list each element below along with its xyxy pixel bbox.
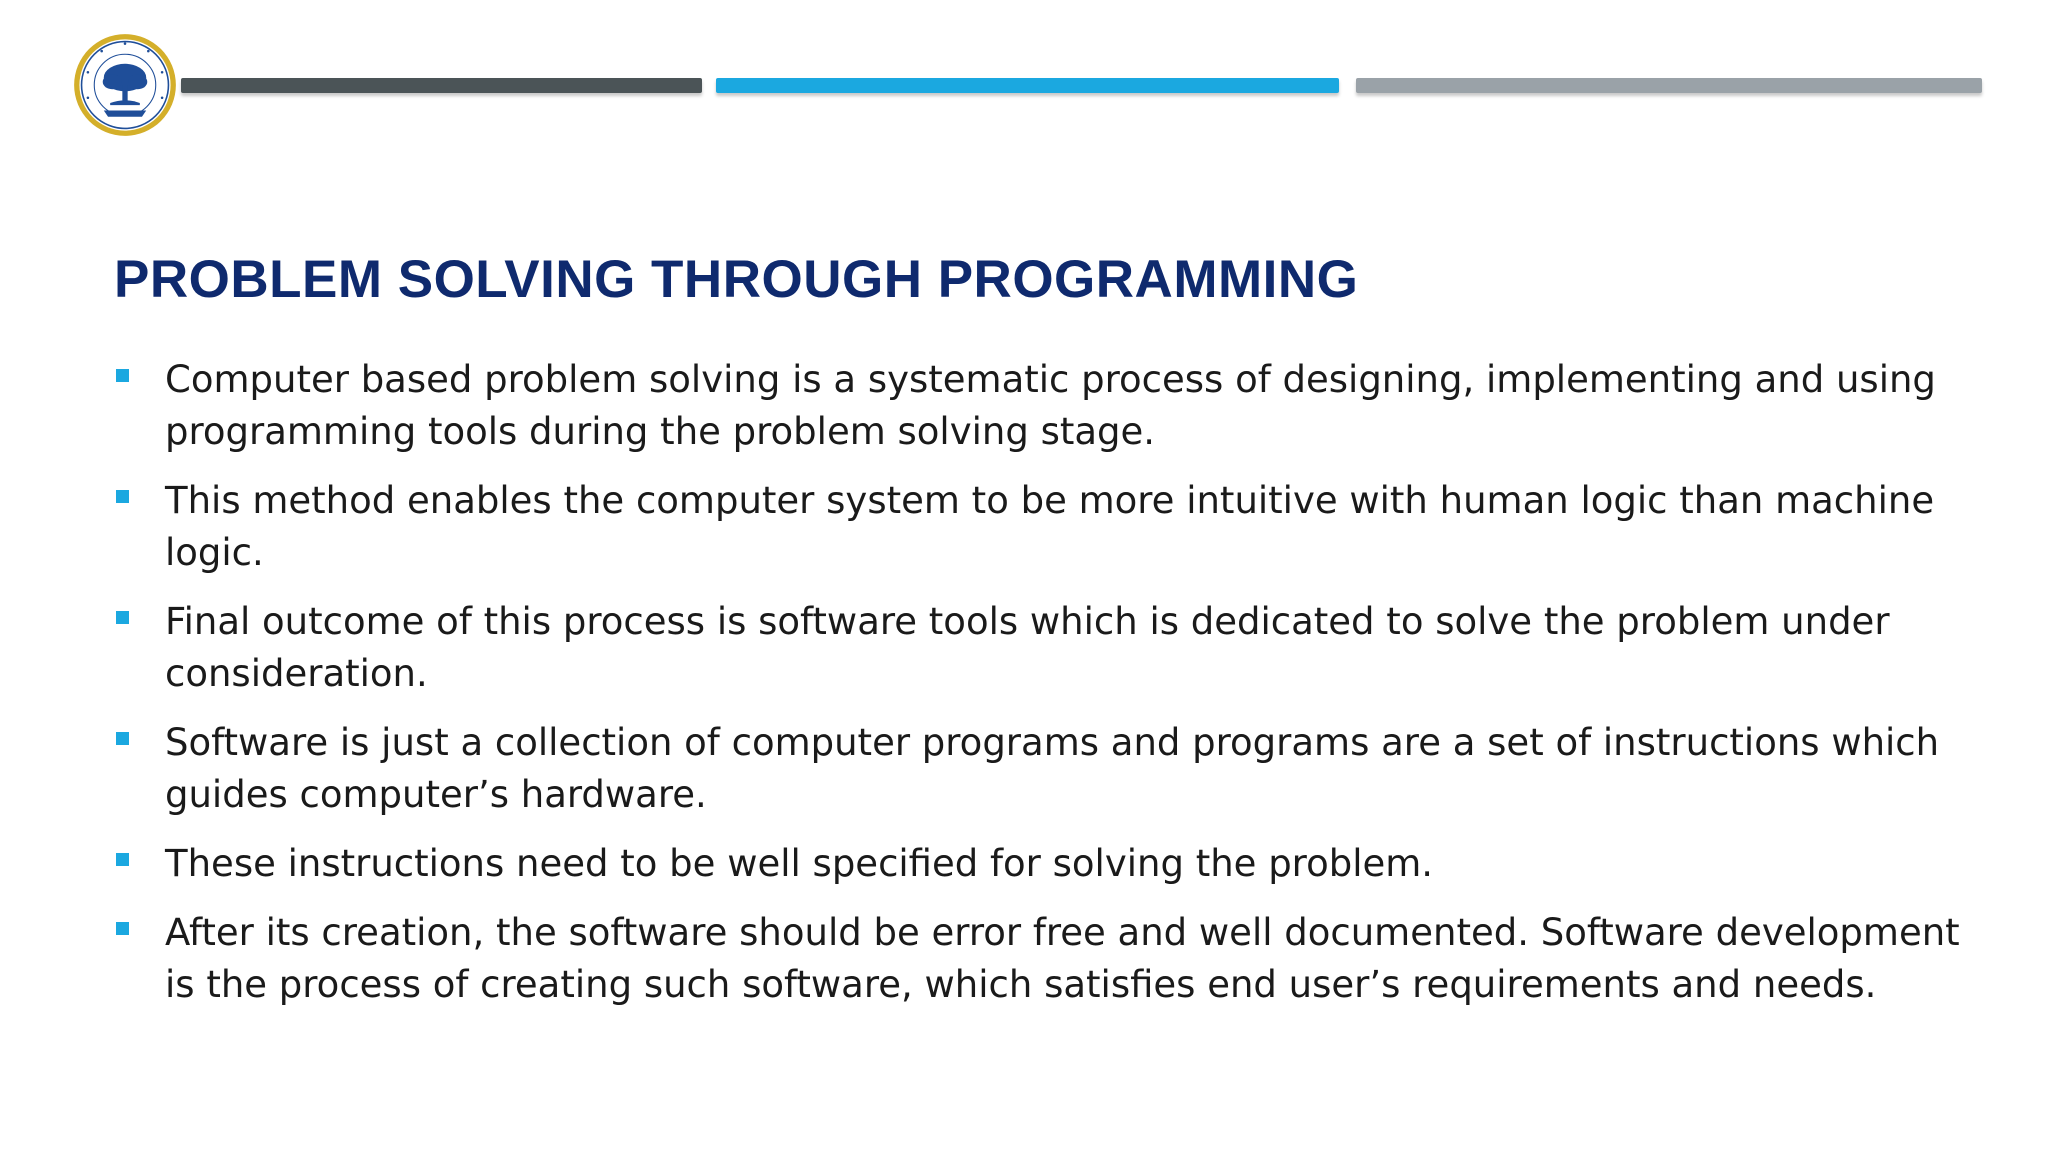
square-bullet-icon bbox=[116, 611, 129, 624]
bullet-text: This method enables the computer system to be more intuitive with human logic than machine logic. bbox=[165, 479, 1935, 574]
bullet-item bbox=[114, 717, 1994, 821]
header-bar-dark bbox=[181, 78, 702, 93]
bullet-item bbox=[114, 475, 1994, 579]
square-bullet-icon bbox=[116, 732, 129, 745]
bullet-text: These instructions need to be well specified for solving the problem. bbox=[165, 842, 1434, 885]
bullet-item bbox=[114, 838, 1994, 890]
square-bullet-icon bbox=[116, 922, 129, 935]
bullet-item bbox=[114, 907, 1994, 1011]
bullet-text: Computer based problem solving is a systematic process of designing, implementing and using programming tools during the problem solving stage. bbox=[165, 358, 1936, 453]
header-bar-gray bbox=[1356, 78, 1982, 93]
square-bullet-icon bbox=[116, 490, 129, 503]
institute-seal-logo bbox=[72, 32, 178, 138]
bullet-item bbox=[114, 354, 1994, 458]
bullet-list bbox=[114, 354, 1994, 1028]
bullet-text: Final outcome of this process is software tools which is dedicated to solve the problem under consideration. bbox=[165, 600, 1890, 695]
bullet-text: Software is just a collection of computer programs and programs are a set of instructions which guides computer’s hardware. bbox=[165, 721, 1940, 816]
bullet-item bbox=[114, 596, 1994, 700]
square-bullet-icon bbox=[116, 369, 129, 382]
square-bullet-icon bbox=[116, 853, 129, 866]
header-bar-blue bbox=[716, 78, 1339, 93]
bullet-text: After its creation, the software should be error free and well documented. Software development is the process of creating such software, which satisfies end user’s requirements and needs. bbox=[165, 911, 1960, 1006]
slide-title: PROBLEM SOLVING THROUGH PROGRAMMING bbox=[114, 250, 1359, 309]
